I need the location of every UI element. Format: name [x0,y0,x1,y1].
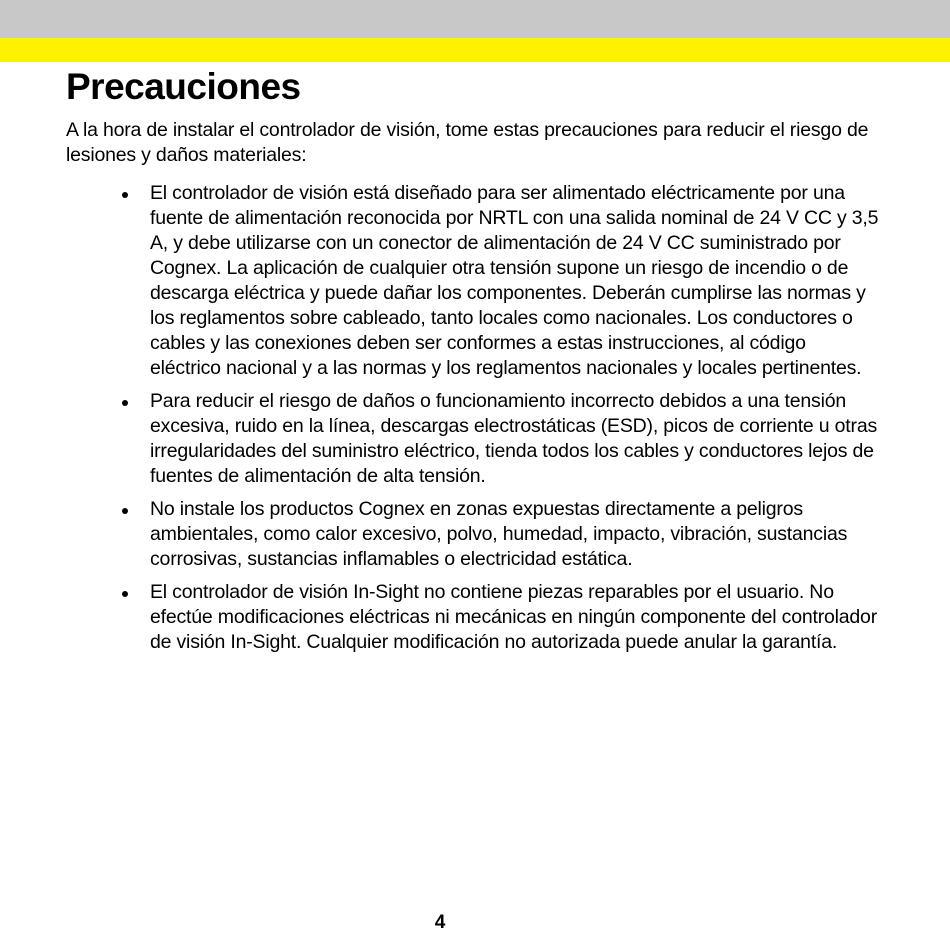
page-number: 4 [434,912,446,933]
list-item [0,497,950,572]
list-item [0,181,950,381]
bullet-icon [122,192,128,198]
list-item-text: No instale los productos Cognex en zonas expuestas directamente a peligros ambientales, como calor excesivo, polvo, humedad, impacto, vibración, sustancias corrosivas, sustancias inflamables o electricidad estática. [150,498,848,570]
list-item [0,389,950,489]
list-item-text: El controlador de visión In-Sight no contiene piezas reparables por el usuario. No efectúe modificaciones eléctricas ni mecánicas en ningún componente del controlador de visión In-Sight. Cualquier modificación no autorizada puede anular la garantía. [150,581,877,653]
bullet-icon [122,508,128,514]
header-gray-band [0,0,950,38]
page-title: Precauciones [66,66,301,107]
list-item-text: El controlador de visión está diseñado para ser alimentado eléctricamente por una fuente de alimentación reconocida por NRTL con una salida nominal de 24 V CC y 3,5 A, y debe utilizarse con un conector de alimentación de 24 V CC suministrado por Cognex. La aplicación de cualquier otra tensión supone un riesgo de incendio o de descarga eléctrica y puede dañar los componentes. Deberán cumplirse las normas y los reglamentos sobre cableado, tanto locales como nacionales. Los conductores o cables y las conexiones deben ser conformes a estas instrucciones, al código eléctrico nacional y a las normas y los reglamentos nacionales y locales pertinentes. [150,182,879,379]
bullet-icon [122,591,128,597]
bullet-icon [122,400,128,406]
intro-paragraph: A la hora de instalar el controlador de visión, tome estas precauciones para reducir el riesgo de lesiones y daños materiales: [66,119,869,166]
list-item [0,580,950,655]
precautions-list [0,181,950,663]
list-item-text: Para reducir el riesgo de daños o funcionamiento incorrecto debidos a una tensión excesiva, ruido en la línea, descargas electrostáticas (ESD), picos de corriente u otras irregularidades del suministro eléctrico, tienda todos los cables y conductores lejos de fuentes de alimentación de alta tensión. [150,390,878,487]
header-yellow-band [0,38,950,62]
